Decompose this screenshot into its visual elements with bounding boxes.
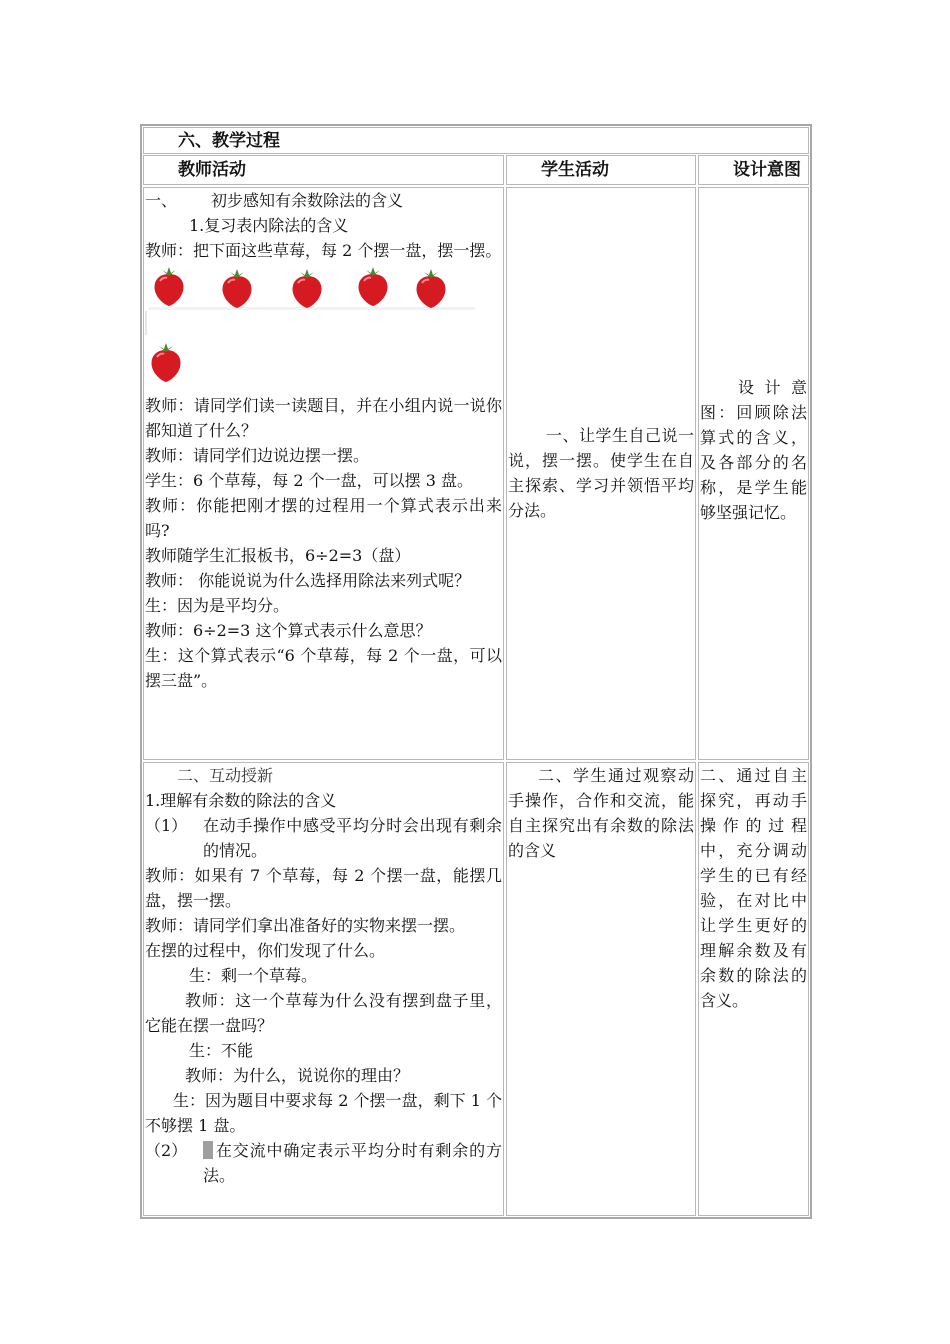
header-student-cell: [506, 155, 696, 185]
strawberry-icon: [219, 267, 255, 309]
row1-heading-num: 一、: [145, 191, 178, 210]
row2-item1-text: 在动手操作中感受平均分时会出现有剩余的情况。: [203, 816, 502, 860]
row1-line-2: 教师：请同学们边说边摆一摆。: [145, 446, 370, 465]
row1-line-8: 教师：6÷2=3 这个算式表示什么意思？: [145, 621, 432, 640]
row1-heading-text: 初步感知有余数除法的含义: [211, 191, 404, 210]
row1-line-1: 教师：请同学们读一读题目，并在小组内说一说你都知道了什么？: [145, 396, 502, 440]
row2-subheading: 1.理解有余数的除法的含义: [145, 791, 337, 810]
header-design: 设计意图: [733, 160, 801, 180]
row2-item-1: [145, 813, 502, 863]
strawberry-icon: [148, 341, 184, 383]
row2-teacher-cell: [143, 762, 504, 1216]
strawberry-icon: [151, 265, 187, 307]
row1-student-text: 一、让学生自己说一说，摆一摆。使学生在自主探索、学习并领悟平均分法。: [508, 426, 694, 520]
row2-line-b1: 教师：这一个草莓为什么没有摆到盘子里，它能在摆一盘吗？: [145, 991, 502, 1035]
row2-item2-num: （2）: [145, 1141, 188, 1160]
row2-line-b3: 教师：为什么，说说你的理由？: [185, 1066, 410, 1085]
row2-line-a2: 在摆的过程中，你们发现了什么。: [145, 941, 386, 960]
strawberry-icon: [289, 267, 325, 309]
strawberry-icon: [355, 265, 391, 307]
header-teacher: 教师活动: [178, 160, 246, 180]
picture-edge: [145, 311, 147, 335]
row2-line-b4: 生：因为题目中要求每 2 个摆一盘，剩下 1 个不够摆 1 盘。: [145, 1091, 502, 1135]
highlight-mark: [203, 1141, 213, 1159]
row1-design-text: 设计意图：回顾除法算式的含义，及各部分的名称，是学生能够坚强记忆。: [700, 378, 807, 522]
row2-item2-text: 在交流中确定表示平均分时有剩余的方法。: [203, 1141, 502, 1185]
row1-line-9: 生：这个算式表示“6 个草莓，每 2 个一盘，可以摆三盘”。: [145, 646, 502, 690]
row2-student-cell: [506, 762, 696, 1216]
row1-line-7: 生：因为是平均分。: [145, 596, 290, 615]
row1-design-cell: [698, 187, 809, 760]
row1-line-6: 教师： 你能说说为什么选择用除法来列式呢？: [145, 571, 471, 590]
row2-item1-num: （1）: [145, 816, 188, 835]
section-title-cell: [143, 127, 809, 154]
row2-design-cell: [698, 762, 809, 1216]
row2-design-text: 二、通过自主探究，再动手操作的过程中，充分调动学生的已有经验，在对比中让学生更好的理解余数及有余数的除法的含义。: [700, 766, 807, 1010]
section-title: 六、教学过程: [178, 131, 280, 151]
row2-student-text: 二、学生通过观察动手操作，合作和交流，能自主探究出有余数的除法的含义: [508, 766, 694, 860]
row2-line-a1: 教师：请同学们拿出准备好的实物来摆一摆。: [145, 916, 466, 935]
row2-line-b2: 生：不能: [189, 1041, 254, 1060]
row1-teacher-cell: [143, 187, 504, 760]
row1-student-cell: [506, 187, 696, 760]
header-student: 学生活动: [541, 160, 609, 180]
row1-line-3: 学生：6 个草莓，每 2 个一盘，可以摆 3 盘。: [145, 471, 473, 490]
row1-heading: [145, 188, 502, 213]
row1-line-0: 教师：把下面这些草莓，每 2 个摆一盘，摆一摆。: [145, 241, 502, 260]
row2-item-2: [145, 1138, 502, 1188]
row1-line-4: 教师：你能把刚才摆的过程用一个算式表示出来吗?: [145, 496, 502, 540]
header-teacher-cell: [143, 155, 504, 185]
strawberry-picture: [145, 263, 502, 393]
row2-line-b0: 生：剩一个草莓。: [189, 966, 318, 985]
row1-line-5: 教师随学生汇报板书，6÷2=3（盘）: [145, 546, 411, 565]
row2-line-a0: 教师：如果有 7 个草莓，每 2 个摆一盘，能摆几盘，摆一摆。: [145, 866, 502, 910]
strawberry-icon: [413, 267, 449, 309]
row1-subheading: 1.复习表内除法的含义: [189, 216, 349, 235]
row2-heading: 二、互动授新: [177, 766, 274, 785]
header-design-cell: [698, 155, 809, 185]
